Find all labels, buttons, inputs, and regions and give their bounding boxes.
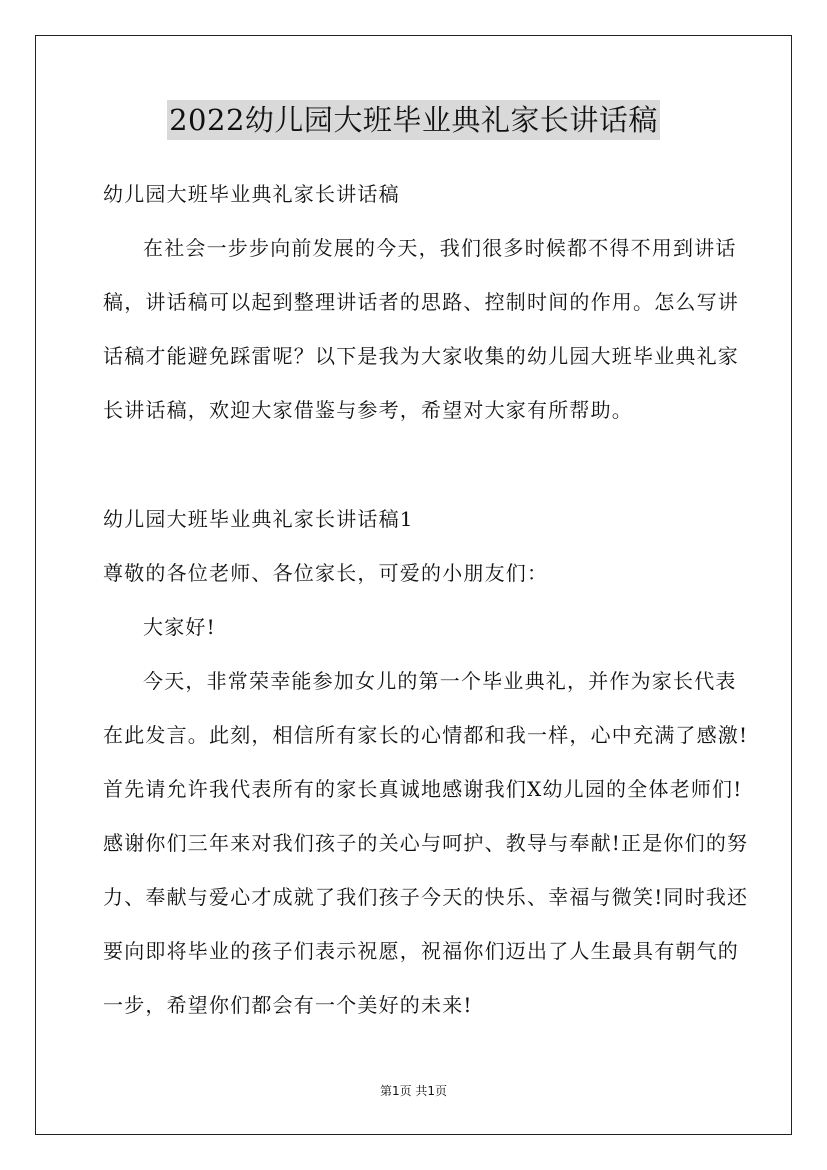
section-heading: 幼儿园大班毕业典礼家长讲话稿1 bbox=[103, 507, 414, 531]
body-line: 一步，希望你们都会有一个美好的未来! bbox=[103, 993, 473, 1017]
greeting: 大家好! bbox=[143, 615, 216, 639]
body-line: 今天，非常荣幸能参加女儿的第一个毕业典礼，并作为家长代表 bbox=[143, 669, 737, 693]
body-line: 力、奉献与爱心才成就了我们孩子今天的快乐、幸福与微笑!同时我还 bbox=[103, 885, 749, 909]
body-line: 在此发言。此刻，相信所有家长的心情都和我一样，心中充满了感激! bbox=[103, 723, 749, 747]
salutation: 尊敬的各位老师、各位家长，可爱的小朋友们： bbox=[103, 561, 549, 585]
intro-line: 稿，讲话稿可以起到整理讲话者的思路、控制时间的作用。怎么写讲 bbox=[103, 290, 739, 314]
body-line: 感谢你们三年来对我们孩子的关心与呵护、教导与奉献!正是你们的努 bbox=[103, 831, 749, 855]
page-footer: 第1页 共1页 bbox=[379, 1084, 448, 1098]
title-container bbox=[0, 100, 827, 140]
intro-line: 话稿才能避免踩雷呢？以下是我为大家收集的幼儿园大班毕业典礼家 bbox=[103, 344, 739, 368]
body-line: 要向即将毕业的孩子们表示祝愿，祝福你们迈出了人生最具有朝气的 bbox=[103, 939, 739, 963]
document-subtitle: 幼儿园大班毕业典礼家长讲话稿 bbox=[103, 182, 400, 206]
intro-line: 长讲话稿，欢迎大家借鉴与参考，希望对大家有所帮助。 bbox=[103, 398, 633, 422]
intro-line: 在社会一步步向前发展的今天，我们很多时候都不得不用到讲话 bbox=[143, 236, 737, 260]
document-title: 2022幼儿园大班毕业典礼家长讲话稿 bbox=[167, 100, 660, 140]
body-line: 首先请允许我代表所有的家长真诚地感谢我们X幼儿园的全体老师们! bbox=[103, 777, 743, 801]
